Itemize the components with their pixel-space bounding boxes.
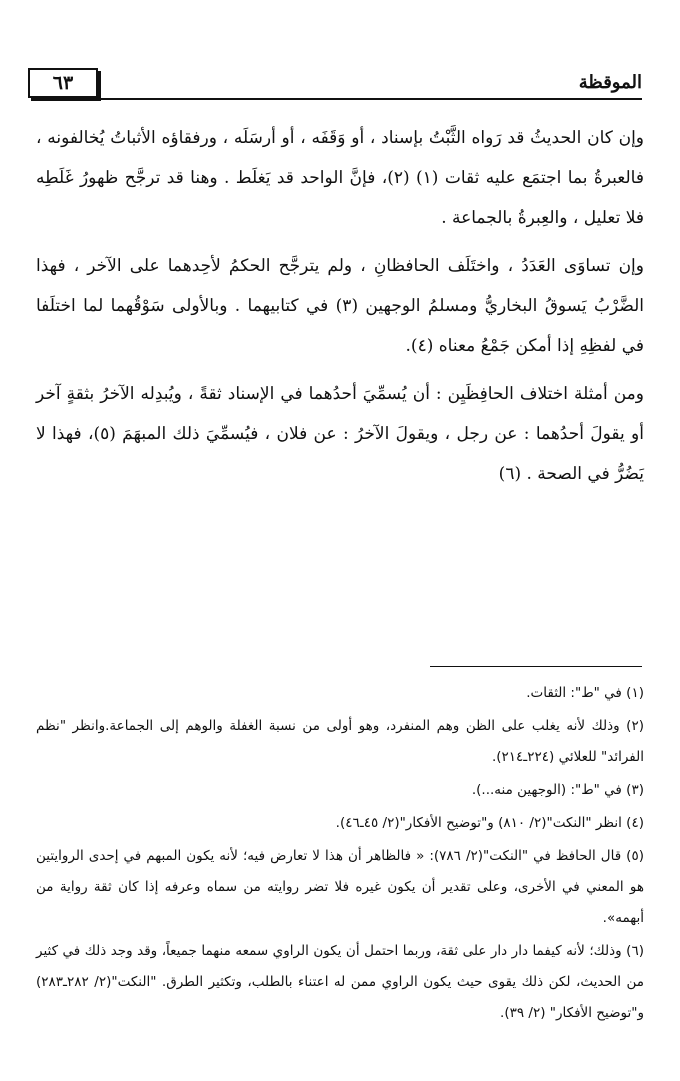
footnote: (٥) قال الحافظ في "النكت"(٢/ ٧٨٦): « فالظاهر أن هذا لا تعارض فيه؛ لأنه يكون المبهم في إحدى الروايتين هو المعني في الأخرى، وعلى تقدير أن يكون غيره فلا تضر روايته من سماه وعرفه إذا كان ثقة رواية من أبهمه».	[36, 848, 644, 926]
footnote-rule	[430, 666, 642, 667]
paragraph: ومن أمثلة اختلاف الحافِظَيِن : أن يُسمِّيَ أحدُهما في الإسناد ثقةً ، ويُبدِله الآخرُ بثقةٍ آخر أو يقولَ أحدُهما : عن رجل ، ويقولَ الآخرُ : عن فلان ، فيُسمِّيَ ذلك المبهَمَ (٥)، فهذا لا يَضُرُّ في الصحة . (٦)	[36, 384, 644, 484]
footnote: (٢) وذلك لأنه يغلب على الظن وهم المنفرد، وهو أولى من نسبة الغفلة والوهم إلى الجماعة.وانظر "نظم الفرائد" للعلائي (٢٢٤ـ٢١٤).	[36, 718, 644, 765]
paragraph: وإن تساوَى العَدَدُ ، واختَلَف الحافظانِ ، ولم يترجَّح الحكمُ لأحِدهما على الآخر ، فهذا الضَّرْبُ يَسوقُ البخاريُّ ومسلمُ الوجهين (٣) في كتابيهما . وبالأولى سَوْقُهما لما اختلَفا في لفظِهِ إذا أمكن جَمْعُ معناه (٤).	[36, 256, 644, 356]
footnote: (٤) انظر "النكت"(٢/ ٨١٠) و"توضيح الأفكار"(٢/ ٤٥ـ٤٦).	[335, 815, 644, 831]
paragraph: وإن كان الحديثُ قد رَواه الثَّبْتُ بإسناد ، أو وَقَفَه ، أو أرسَلَه ، ورفقاؤه الأثباتُ يُخالفونه ، فالعبرةُ بما اجتمَع عليه ثقات (١) (٢)، فإنَّ الواحد قد يَغلَط . وهنا قد ترجَّح ظهورُ غَلَطِه فلا تعليل ، والعِبرةُ بالجماعة .	[36, 128, 644, 228]
footnote: (٣) في "ط": (الوجهين منه...).	[471, 782, 644, 798]
page-number: ٦٣	[28, 68, 98, 98]
footnote: (١) في "ط": الثقات.	[526, 685, 644, 701]
footnote: (٦) وذلك؛ لأنه كيفما دار دار على ثقة، وربما احتمل أن يكون الراوي سمعه منهما جميعاً، وقد وجد ذلك في كثير من الحديث، لكن ذلك يقوى حيث يكون الراوي ممن له اعتناء بالطلب، وتكثير الطرق. "النكت"(٢/ ٢٨٢ـ٢٨٣) و"توضيح الأفكار" (٢/ ٣٩).	[36, 943, 644, 1021]
page-header	[28, 62, 642, 106]
running-head: الموقظة	[578, 72, 642, 93]
main-text	[36, 118, 644, 502]
header-rule	[98, 98, 642, 100]
footnotes	[36, 678, 644, 1031]
